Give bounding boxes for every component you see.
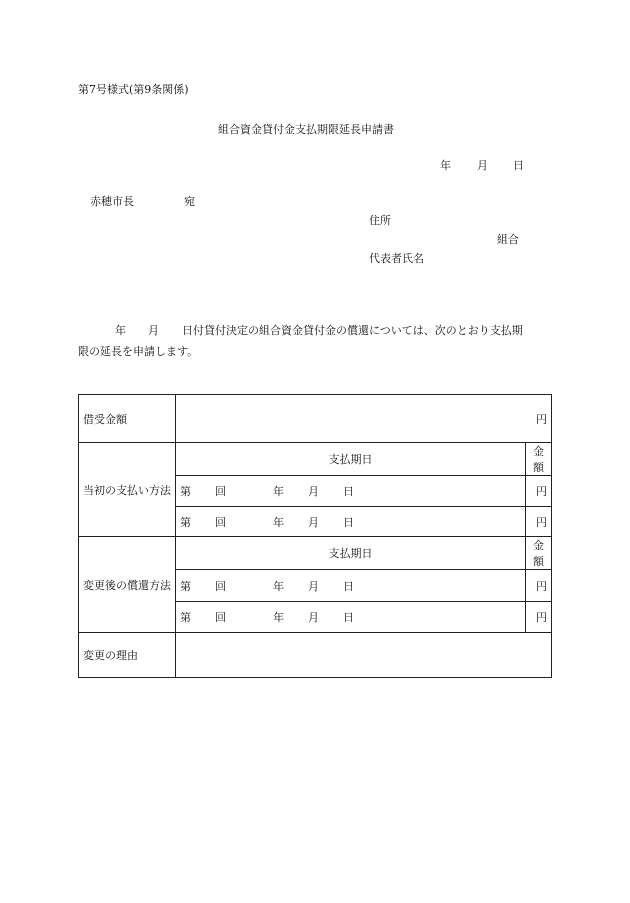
month-label: 月 <box>308 515 319 529</box>
year-label: 年 <box>273 579 284 593</box>
original-col-date: 支払期日 <box>176 443 526 476</box>
payment-date-field[interactable] <box>176 602 526 633</box>
year-label: 年 <box>273 485 284 498</box>
yen-unit: 円 <box>536 485 547 498</box>
yen-unit: 円 <box>536 412 547 426</box>
day-label: 日 <box>343 485 354 498</box>
kai-label: 回 <box>215 611 226 624</box>
date-month: 月 <box>477 159 488 172</box>
changed-header-row <box>79 537 552 570</box>
kai-label: 回 <box>215 515 226 529</box>
addressee-name: 赤穂市長 <box>90 195 134 208</box>
loan-amount-row <box>79 395 552 443</box>
month-label: 月 <box>308 611 319 624</box>
changed-method-label: 変更後の償還方法 <box>79 537 176 633</box>
form-number: 第7号様式(第9条関係) <box>78 83 189 96</box>
day-label: 日 <box>343 579 354 593</box>
payment-date-field[interactable] <box>176 570 526 602</box>
month-label: 月 <box>308 485 319 498</box>
loan-amount-field[interactable] <box>176 395 552 443</box>
amount-field[interactable] <box>526 507 552 537</box>
kai-label: 回 <box>215 485 226 498</box>
yen-unit: 円 <box>536 515 547 529</box>
original-method-label: 当初の支払い方法 <box>79 443 176 537</box>
reason-field[interactable] <box>176 633 552 678</box>
application-table <box>78 394 552 678</box>
addressee-honorific: 宛 <box>184 195 195 208</box>
day-label: 日 <box>343 611 354 624</box>
body-year: 年 <box>115 324 126 337</box>
month-label: 月 <box>308 579 319 593</box>
address-label: 住所 <box>369 214 391 227</box>
changed-col-amount: 金額 <box>526 537 552 570</box>
document-title: 組合資金貸付金支払期限延長申請書 <box>218 123 394 136</box>
payment-date-field[interactable] <box>176 476 526 507</box>
date-day: 日 <box>513 159 524 172</box>
reason-row <box>79 633 552 678</box>
union-label: 組合 <box>497 233 519 246</box>
loan-amount-label: 借受金額 <box>79 395 176 443</box>
dai-label: 第 <box>180 611 191 624</box>
body-month: 月 <box>148 324 159 337</box>
amount-field[interactable] <box>526 570 552 602</box>
body-line1: 日付貸付決定の組合資金貸付金の償還については、次のとおり支払期 <box>182 324 523 337</box>
body-line2: 限の延長を申請します。 <box>78 345 199 358</box>
original-header-row <box>79 443 552 476</box>
amount-field[interactable] <box>526 476 552 507</box>
payment-date-field[interactable] <box>176 507 526 537</box>
original-col-amount: 金額 <box>526 443 552 476</box>
kai-label: 回 <box>215 579 226 593</box>
year-label: 年 <box>273 515 284 529</box>
yen-unit: 円 <box>536 611 547 624</box>
dai-label: 第 <box>180 485 191 498</box>
representative-label: 代表者氏名 <box>369 252 424 265</box>
date-year: 年 <box>440 159 451 172</box>
changed-col-date: 支払期日 <box>176 537 526 570</box>
dai-label: 第 <box>180 515 191 529</box>
dai-label: 第 <box>180 579 191 593</box>
amount-field[interactable] <box>526 602 552 633</box>
yen-unit: 円 <box>536 579 547 593</box>
reason-label: 変更の理由 <box>79 633 176 678</box>
day-label: 日 <box>343 515 354 529</box>
year-label: 年 <box>273 611 284 624</box>
